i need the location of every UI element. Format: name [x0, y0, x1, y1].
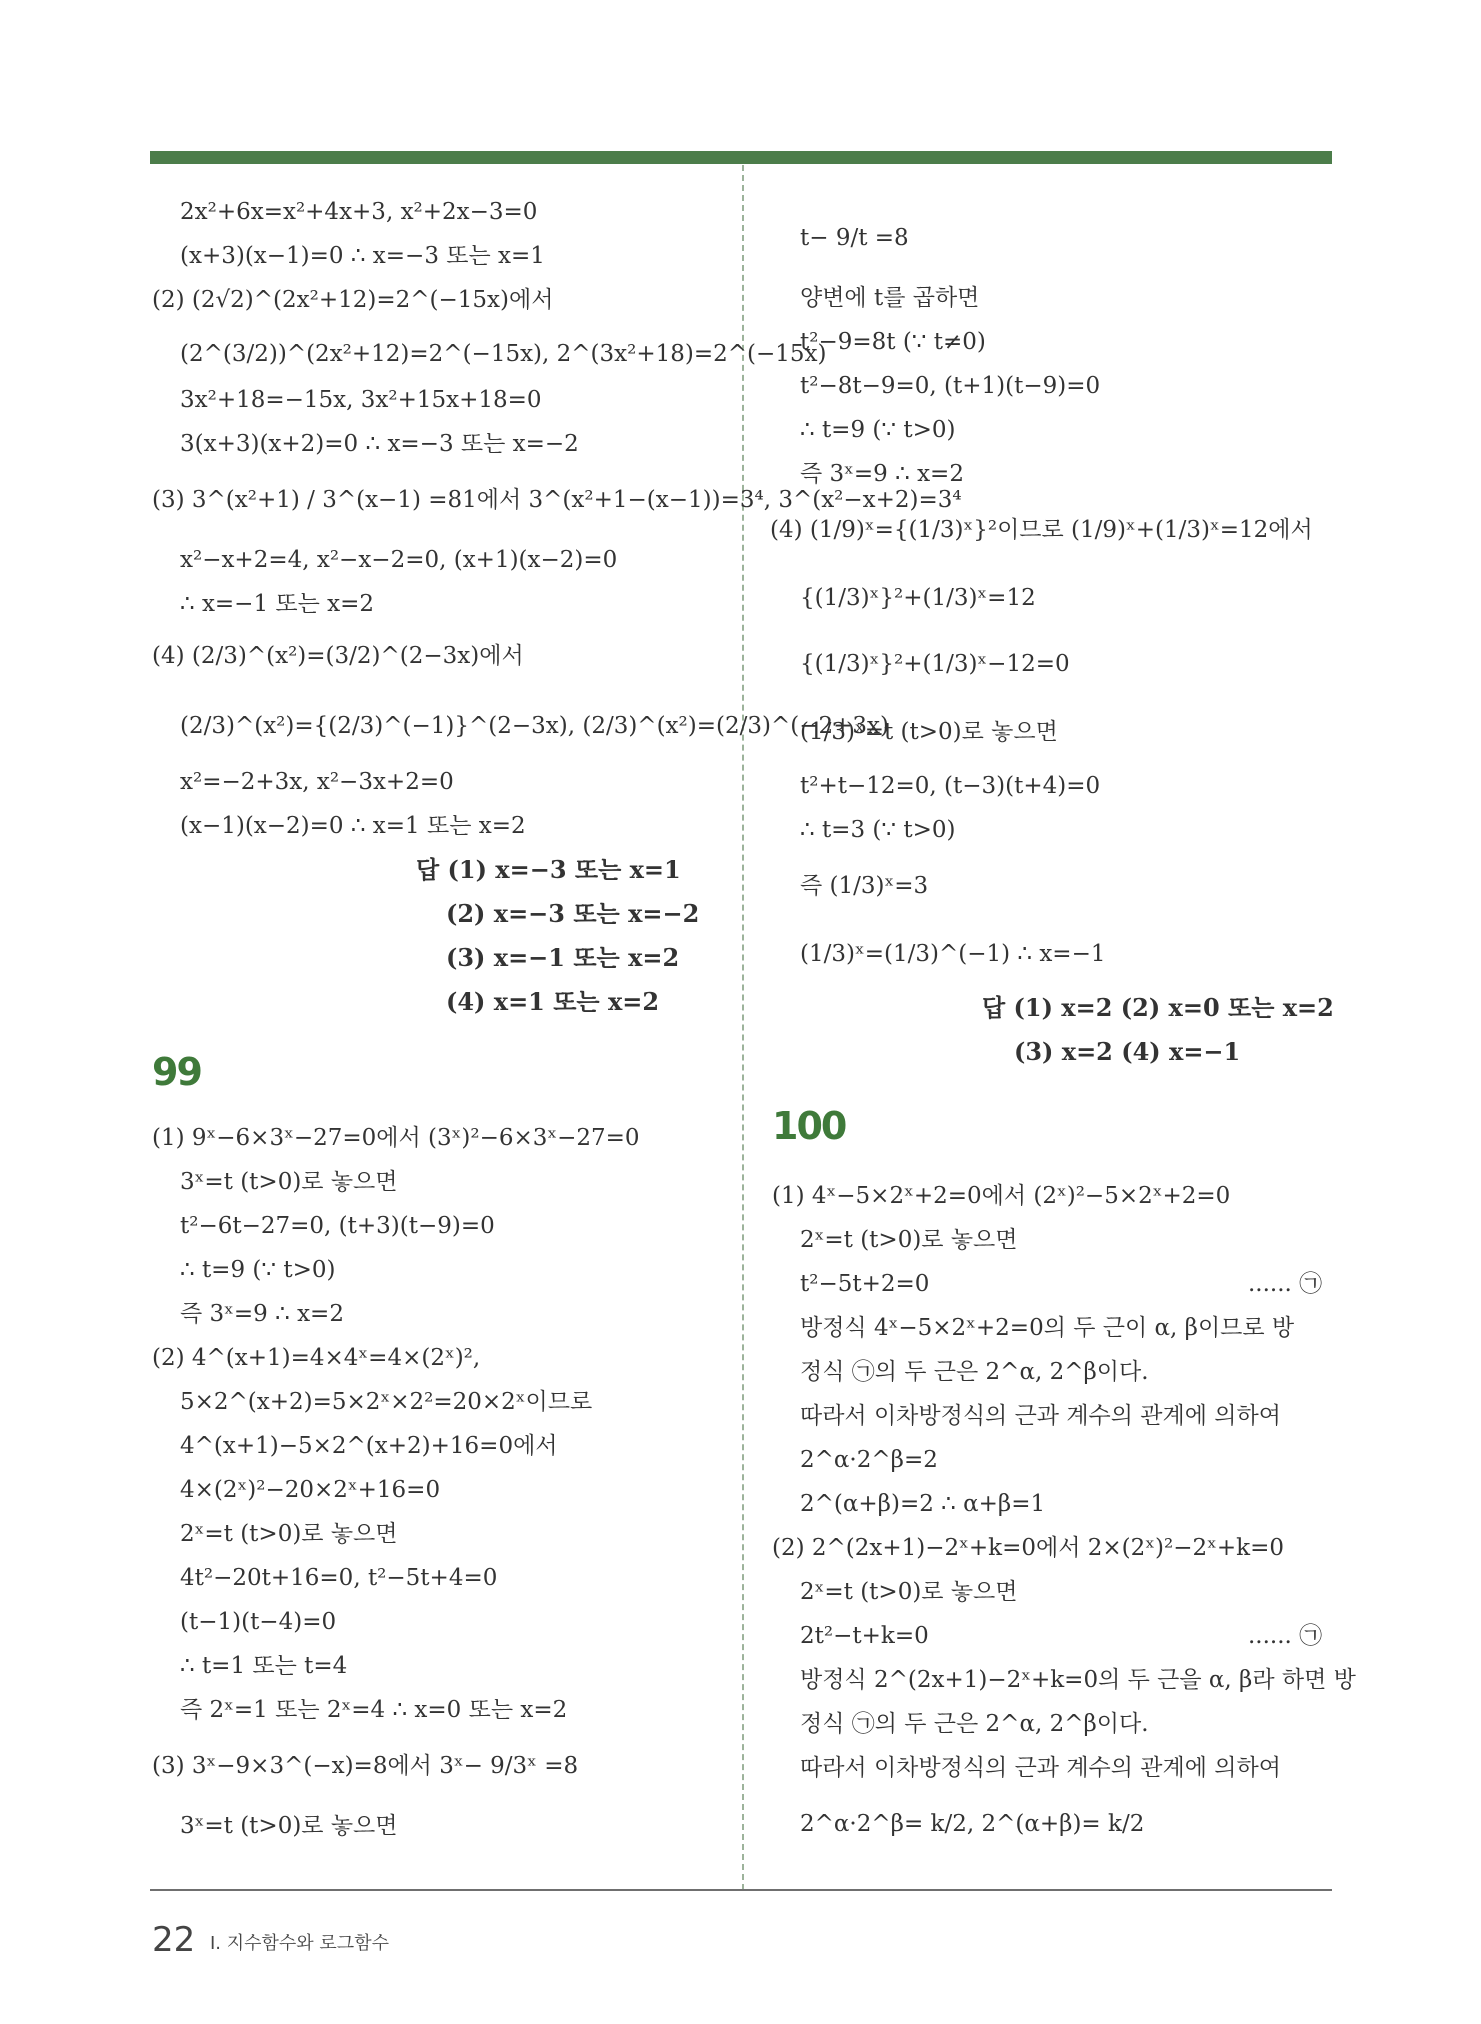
left-solution-line: 3ˣ=t (t>0)로 놓으면: [180, 1813, 398, 1839]
column-separator: [742, 165, 744, 1890]
left-solution-line: 2x²+6x=x²+4x+3, x²+2x−3=0: [180, 199, 538, 225]
right-solution-line: (1/3)ˣ=(1/3)^(−1) ∴ x=−1: [800, 941, 1106, 967]
left-solution-line: 5×2^(x+2)=5×2ˣ×2²=20×2ˣ이므로: [180, 1389, 593, 1415]
right-solution-line: ∴ t=3 (∵ t>0): [800, 817, 956, 843]
right-solution-line: 정식 ㉠의 두 근은 2^α, 2^β이다.: [800, 1359, 1149, 1385]
left-solution-line: ∴ t=1 또는 t=4: [180, 1653, 348, 1679]
top-accent-bar: [150, 151, 1332, 164]
right-solution-line: t²+t−12=0, (t−3)(t+4)=0: [800, 773, 1101, 799]
left-solution-line: (3) 3^(x²+1) / 3^(x−1) =81에서 3^(x²+1−(x−1))=3⁴, 3^(x²−x+2)=3⁴: [152, 487, 962, 513]
left-solution-line: (2) 4^(x+1)=4×4ˣ=4×(2ˣ)²,: [152, 1345, 481, 1371]
right-solution-line: (4) (1/9)ˣ={(1/3)ˣ}²이므로 (1/9)ˣ+(1/3)ˣ=12에서: [770, 517, 1313, 543]
left-solution-line: x²=−2+3x, x²−3x+2=0: [180, 769, 454, 795]
left-solution-line: 2ˣ=t (t>0)로 놓으면: [180, 1521, 398, 1547]
left-solution-line: 3ˣ=t (t>0)로 놓으면: [180, 1169, 398, 1195]
left-solution-line: 즉 3ˣ=9 ∴ x=2: [180, 1301, 344, 1327]
right-solution-line: 2^(α+β)=2 ∴ α+β=1: [800, 1491, 1046, 1517]
left-solution-line: (3) 3ˣ−9×3^(−x)=8에서 3ˣ− 9/3ˣ =8: [152, 1753, 579, 1779]
left-answer-line: (3) x=−1 또는 x=2: [446, 943, 680, 972]
right-solution-line: {(1/3)ˣ}²+(1/3)ˣ−12=0: [800, 651, 1070, 677]
left-solution-line: 3(x+3)(x+2)=0 ∴ x=−3 또는 x=−2: [180, 431, 579, 457]
right-solution-line: ∴ t=9 (∵ t>0): [800, 417, 956, 443]
left-solution-line: 즉 2ˣ=1 또는 2ˣ=4 ∴ x=0 또는 x=2: [180, 1697, 568, 1723]
left-solution-line: ∴ t=9 (∵ t>0): [180, 1257, 336, 1283]
chapter-title: Ⅰ. 지수함수와 로그함수: [210, 1933, 389, 1954]
left-solution-line: ∴ x=−1 또는 x=2: [180, 591, 375, 617]
left-solution-line: 4×(2ˣ)²−20×2ˣ+16=0: [180, 1477, 441, 1503]
footer-rule: [150, 1889, 1332, 1891]
right-solution-line: (1/3)ˣ=t (t>0)로 놓으면: [800, 719, 1058, 745]
left-solution-line: (x−1)(x−2)=0 ∴ x=1 또는 x=2: [180, 813, 526, 839]
right-solution-line: 정식 ㉠의 두 근은 2^α, 2^β이다.: [800, 1711, 1149, 1737]
right-solution-line: (2) 2^(2x+1)−2ˣ+k=0에서 2×(2ˣ)²−2ˣ+k=0: [772, 1535, 1284, 1561]
right-solution-line: 2^α·2^β=2: [800, 1447, 938, 1473]
right-solution-line: 2^α·2^β= k/2, 2^(α+β)= k/2: [800, 1811, 1145, 1837]
right-solution-line: 즉 3ˣ=9 ∴ x=2: [800, 461, 964, 487]
right-solution-line: 2t²−t+k=0: [800, 1623, 929, 1649]
right-answer-line: (3) x=2 (4) x=−1: [1014, 1037, 1241, 1066]
left-solution-line: (2^(3/2))^(2x²+12)=2^(−15x), 2^(3x²+18)=2^(−15x): [180, 341, 827, 367]
left-solution-line: (2) (2√2)^(2x²+12)=2^(−15x)에서: [152, 287, 554, 313]
right-solution-line: 방정식 4ˣ−5×2ˣ+2=0의 두 근이 α, β이므로 방: [800, 1315, 1295, 1341]
right-solution-line: 즉 (1/3)ˣ=3: [800, 873, 929, 899]
right-solution-line: 2ˣ=t (t>0)로 놓으면: [800, 1227, 1018, 1253]
left-solution-line: (4) (2/3)^(x²)=(3/2)^(2−3x)에서: [152, 643, 524, 669]
equation-tag: ...... ㉠: [1248, 1271, 1323, 1297]
right-solution-line: t− 9/t =8: [800, 225, 909, 251]
right-solution-line: 방정식 2^(2x+1)−2ˣ+k=0의 두 근을 α, β라 하면 방: [800, 1667, 1356, 1693]
right-solution-line: (1) 4ˣ−5×2ˣ+2=0에서 (2ˣ)²−5×2ˣ+2=0: [772, 1183, 1231, 1209]
right-solution-line: {(1/3)ˣ}²+(1/3)ˣ=12: [800, 585, 1036, 611]
right-solution-line: 따라서 이차방정식의 근과 계수의 관계에 의하여: [800, 1755, 1281, 1781]
right-solution-line: 2ˣ=t (t>0)로 놓으면: [800, 1579, 1018, 1605]
right-solution-line: 따라서 이차방정식의 근과 계수의 관계에 의하여: [800, 1403, 1281, 1429]
problem-number: 100: [772, 1104, 846, 1148]
page-number: 22: [152, 1920, 196, 1960]
left-solution-line: x²−x+2=4, x²−x−2=0, (x+1)(x−2)=0: [180, 547, 618, 573]
left-solution-line: (x+3)(x−1)=0 ∴ x=−3 또는 x=1: [180, 243, 545, 269]
left-solution-line: (2/3)^(x²)={(2/3)^(−1)}^(2−3x), (2/3)^(x²)=(2/3)^(−2+3x): [180, 713, 889, 739]
left-solution-line: 3x²+18=−15x, 3x²+15x+18=0: [180, 387, 542, 413]
left-answer-line: 답 (1) x=−3 또는 x=1: [416, 855, 681, 884]
left-solution-line: (1) 9ˣ−6×3ˣ−27=0에서 (3ˣ)²−6×3ˣ−27=0: [152, 1125, 640, 1151]
left-solution-line: t²−6t−27=0, (t+3)(t−9)=0: [180, 1213, 495, 1239]
right-solution-line: t²−5t+2=0: [800, 1271, 930, 1297]
right-solution-line: t²−8t−9=0, (t+1)(t−9)=0: [800, 373, 1101, 399]
left-answer-line: (2) x=−3 또는 x=−2: [446, 899, 700, 928]
left-solution-line: 4t²−20t+16=0, t²−5t+4=0: [180, 1565, 498, 1591]
right-answer-line: 답 (1) x=2 (2) x=0 또는 x=2: [982, 993, 1334, 1022]
right-solution-line: 양변에 t를 곱하면: [800, 285, 980, 311]
left-answer-line: (4) x=1 또는 x=2: [446, 987, 660, 1016]
right-solution-line: t²−9=8t (∵ t≠0): [800, 329, 986, 355]
left-solution-line: 4^(x+1)−5×2^(x+2)+16=0에서: [180, 1433, 558, 1459]
equation-tag: ...... ㉠: [1248, 1623, 1323, 1649]
problem-number: 99: [152, 1050, 201, 1094]
left-solution-line: (t−1)(t−4)=0: [180, 1609, 337, 1635]
